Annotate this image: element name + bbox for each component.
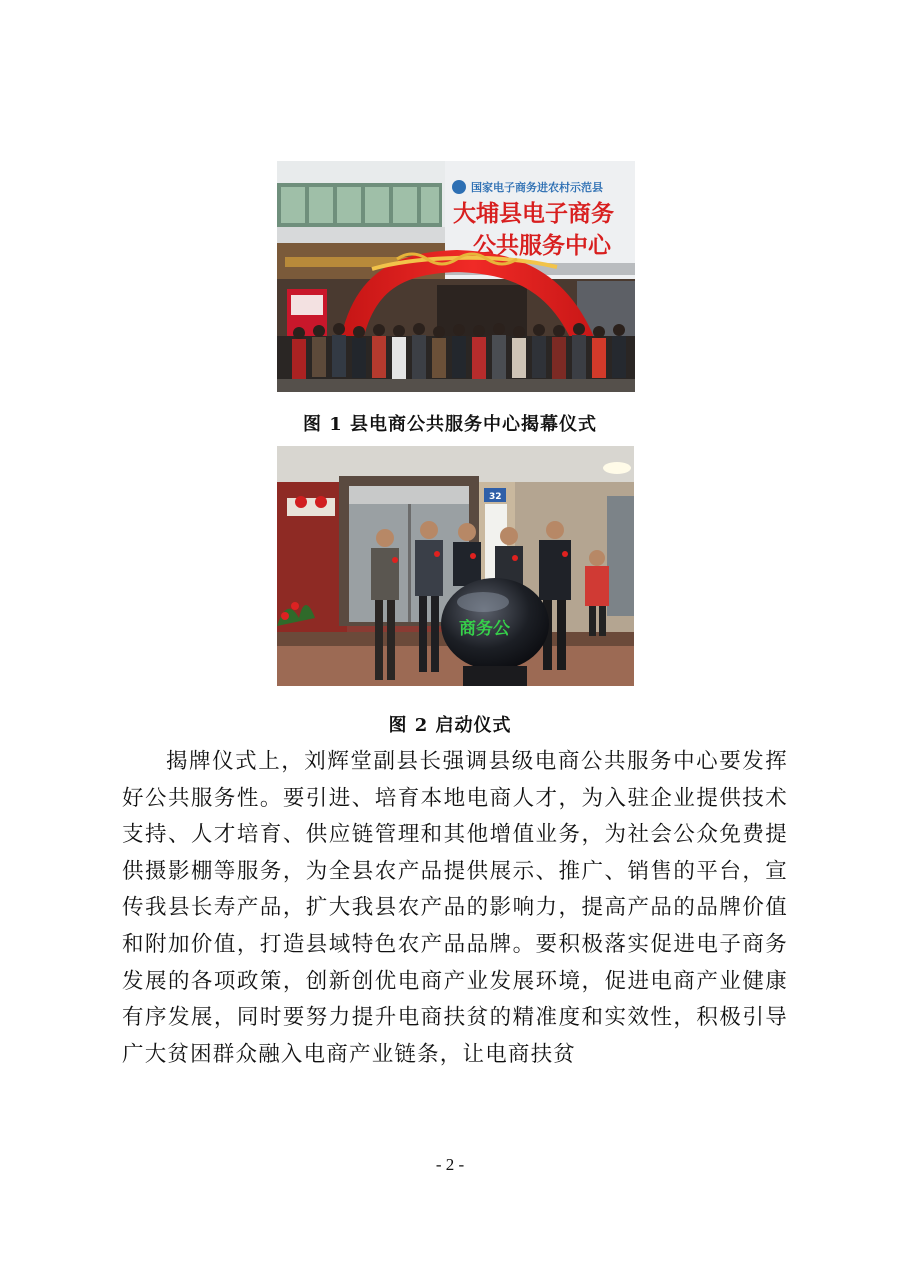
body-paragraph: 揭牌仪式上，刘辉堂副县长强调县级电商公共服务中心要发挥好公共服务性。要引进、培育本地电商人才，为入驻企业提供技术支持、人才培育、供应链管理和其他增值业务，为社会公众免费提供摄影棚等服务，为全县农产品提供展示、推广、销售的平台，宣传我县长寿产品，扩大我县农产品的影响力，提高产品的品牌价值和附加价值，打造县域特色农产品品牌。要积极落实促进电子商务发展的各项政策，创新创优电商产业发展环境，促进电商产业健康有序发展，同时要努力提升电商扶贫的精准度和实效性，积极引导广大贫困群众融入电商产业链条，让电商扶贫 [122,749,788,1067]
ball-text: 商务公 [459,619,510,639]
figure-1-photo [277,161,635,392]
signboard-line-1: 大埔县电子商务 [453,201,614,227]
figure-2-photo [277,446,634,686]
figure-1-caption: 图 1 县电商公共服务中心揭幕仪式 [302,414,598,435]
unveiling-ceremony-image [277,161,635,392]
figure-2-caption: 图 2 启动仪式 [388,715,512,736]
signboard-line-2: 公共服务中心 [473,233,611,259]
page-number: - 2 - [435,1155,465,1174]
body-text [122,744,788,1073]
launch-ceremony-image [277,446,634,686]
door-number: 32 [489,492,502,502]
signboard-top-text: 国家电子商务进农村示范县 [471,181,603,194]
